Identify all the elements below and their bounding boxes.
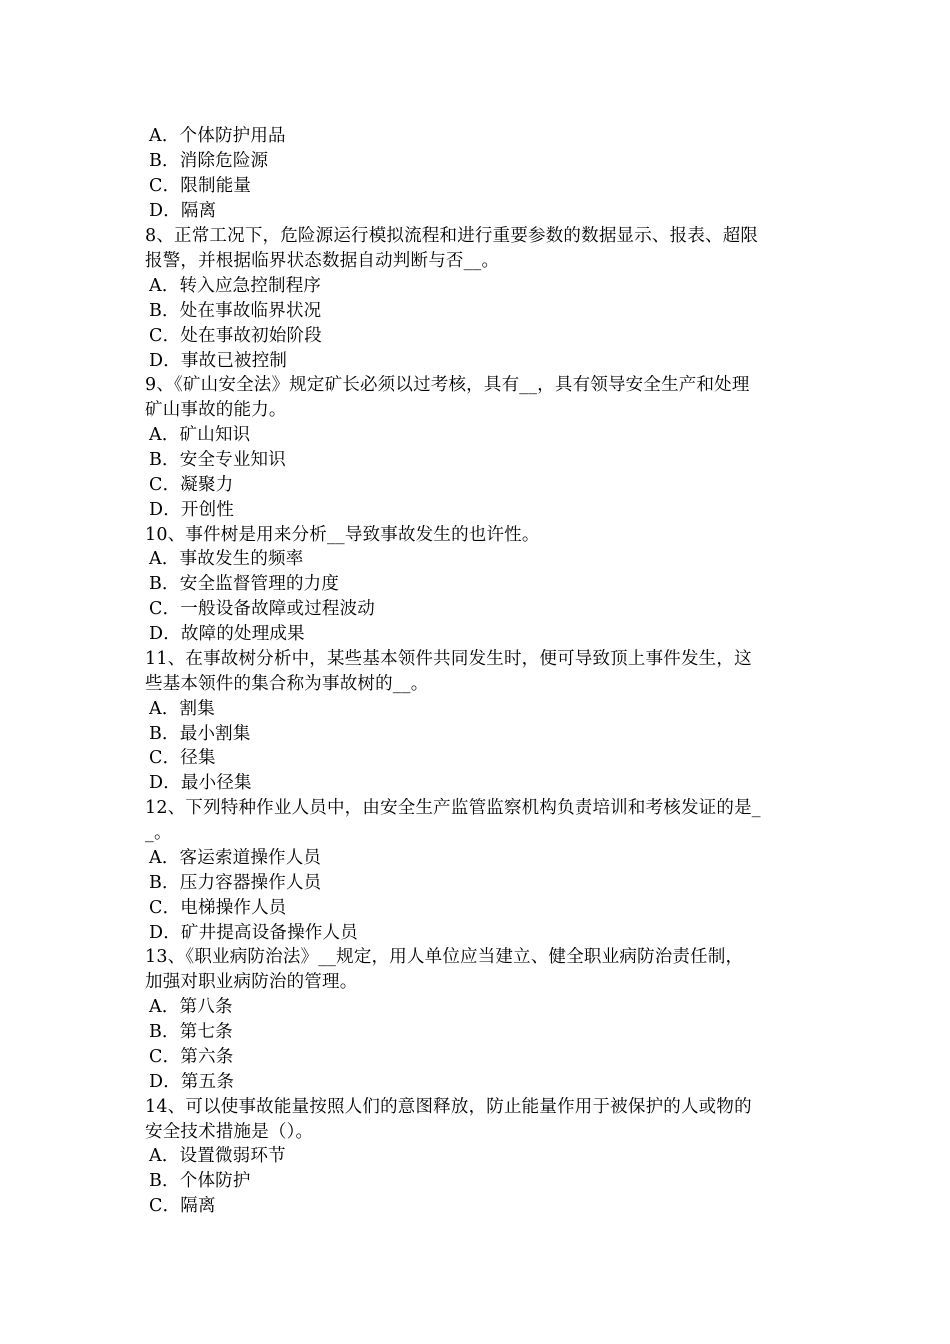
question-14-stem: 安全技术措施是（）。 (145, 1122, 314, 1142)
option-b: B．压力容器操作人员 (149, 873, 322, 893)
question-12-stem: 12、下列特种作业人员中，由安全生产监管监察机构负责培训和考核发证的是_ (145, 798, 761, 818)
option-a: A．设置微弱环节 (149, 1146, 286, 1166)
question-14-stem: 14、可以使事故能量按照人们的意图释放，防止能量作用于被保护的人或物的 (145, 1097, 752, 1117)
option-c: C．限制能量 (149, 176, 252, 196)
option-a: A．转入应急控制程序 (149, 276, 322, 296)
option-b: B．安全监督管理的力度 (149, 574, 340, 594)
option-b: B．安全专业知识 (149, 450, 286, 470)
option-b: B．最小割集 (149, 724, 251, 744)
question-12-stem: _。 (145, 823, 172, 843)
option-d: D．矿井提高设备操作人员 (149, 923, 358, 943)
option-d: D．最小径集 (149, 773, 252, 793)
option-a: A．矿山知识 (149, 425, 251, 445)
option-a: A．个体防护用品 (149, 126, 286, 146)
question-13-stem: 加强对职业病防治的管理。 (145, 972, 358, 992)
option-c: C．处在事故初始阶段 (149, 326, 322, 346)
option-c: C．径集 (149, 748, 216, 768)
option-a: A．事故发生的频率 (149, 549, 304, 569)
option-c: C．一般设备故障或过程波动 (149, 599, 375, 619)
option-c: C．电梯操作人员 (149, 898, 287, 918)
option-b: B．第七条 (149, 1022, 233, 1042)
question-8-stem: 8、正常工况下，危险源运行模拟流程和进行重要参数的数据显示、报表、超限 (145, 226, 759, 246)
option-b: B．处在事故临界状况 (149, 301, 322, 321)
question-10-stem: 10、事件树是用来分析__导致事故发生的也许性。 (145, 525, 540, 545)
option-b: B．个体防护 (149, 1171, 251, 1191)
option-d: D．事故已被控制 (149, 351, 288, 371)
option-c: C．隔离 (149, 1196, 216, 1216)
option-d: D．开创性 (149, 500, 235, 520)
option-d: D．第五条 (149, 1072, 235, 1092)
option-a: A．第八条 (149, 997, 233, 1017)
question-9-stem: 9、《矿山安全法》规定矿长必须以过考核，具有__，具有领导安全生产和处理 (145, 375, 750, 395)
option-d: D．隔离 (149, 201, 217, 221)
question-11-stem: 11、在事故树分析中，某些基本领件共同发生时，便可导致顶上事件发生，这 (145, 649, 752, 669)
question-11-stem: 些基本领件的集合称为事故树的__。 (145, 674, 429, 694)
question-13-stem: 13、《职业病防治法》__规定，用人单位应当建立、健全职业病防治责任制， (145, 947, 744, 967)
option-b: B．消除危险源 (149, 151, 269, 171)
option-c: C．凝聚力 (149, 475, 234, 495)
option-a: A．割集 (149, 699, 215, 719)
option-d: D．故障的处理成果 (149, 624, 305, 644)
option-a: A．客运索道操作人员 (149, 848, 322, 868)
question-8-stem: 报警，并根据临界状态数据自动判断与否__。 (145, 251, 500, 271)
option-c: C．第六条 (149, 1047, 234, 1067)
question-9-stem: 矿山事故的能力。 (145, 400, 287, 420)
